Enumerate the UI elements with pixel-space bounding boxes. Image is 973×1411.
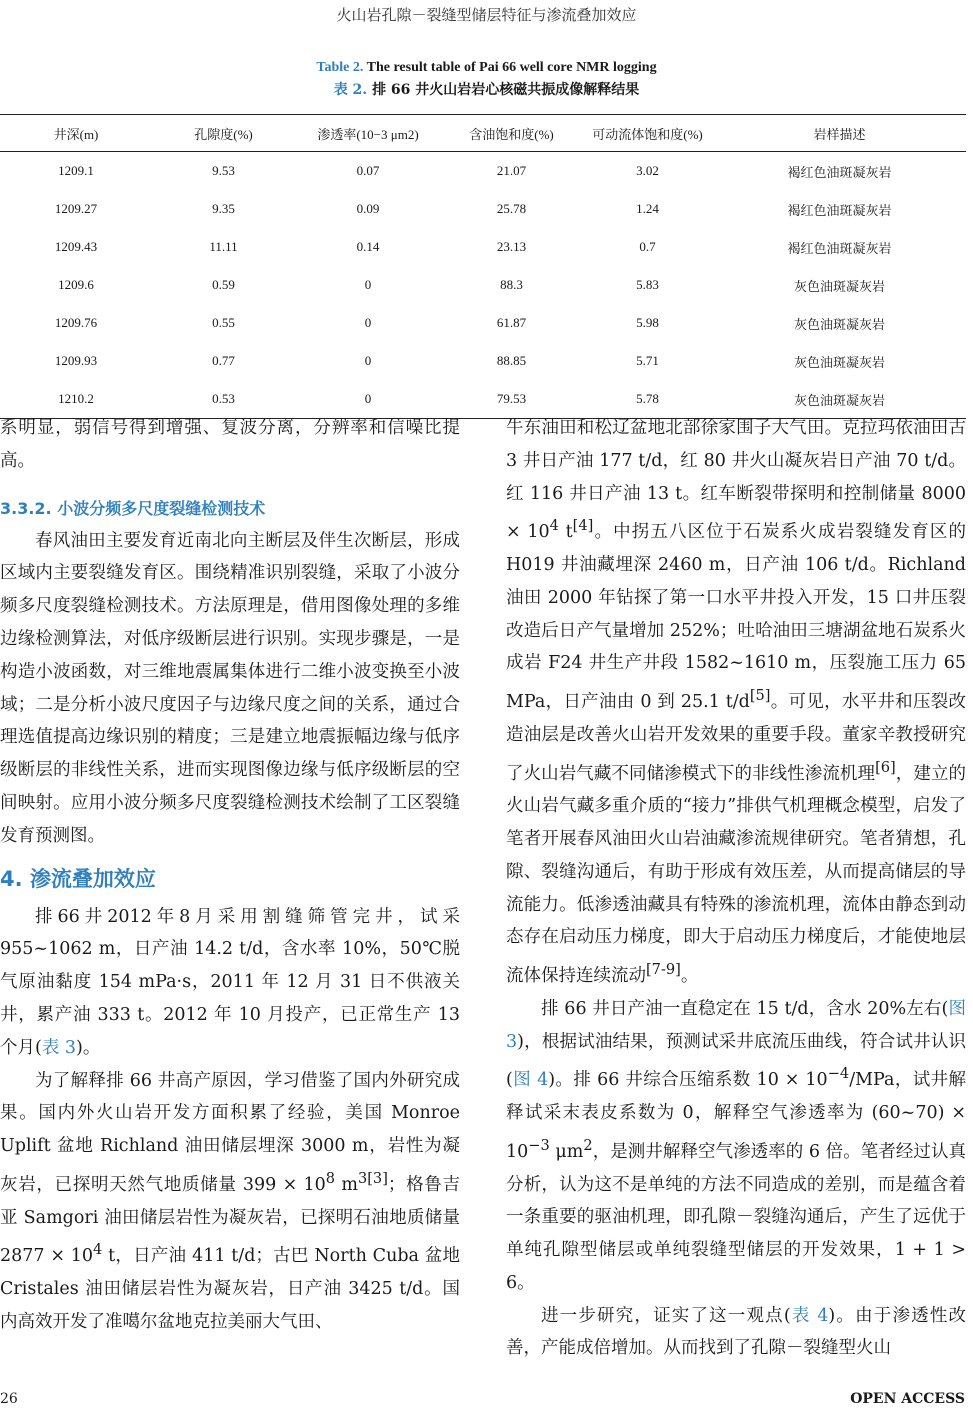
table-cell: 88.85 (496, 353, 527, 368)
header-sample-description: 岩样描述 (713, 115, 966, 152)
table-3-link[interactable]: 表 3 (41, 1037, 77, 1058)
section-heading-4: 4. 渗流叠加效应 (0, 866, 156, 891)
paragraph-continuation: 系明显，弱信号得到增强、复波分离，分辨率和信噪比提高。 (0, 418, 460, 471)
table-caption-en (0, 60, 973, 76)
table-cell: 5.71 (636, 353, 659, 368)
table-cell: 0.14 (356, 239, 380, 254)
table-cell: 褐红色油斑凝灰岩 (787, 240, 892, 256)
section-heading-3-3-2: 3.3.2. 小波分频多尺度裂缝检测技术 (0, 498, 266, 518)
header-porosity: 孔隙度(%) (152, 115, 295, 152)
table-header-row (0, 115, 966, 152)
running-head: 火山岩孔隙－裂缝型储层特征与渗流叠加效应 (336, 6, 637, 24)
table-4-link[interactable]: 表 4 (790, 1305, 829, 1326)
table-cell: 0.09 (356, 201, 380, 216)
table-cell: 5.98 (636, 315, 659, 330)
table-row (0, 228, 966, 266)
table-cell: 1209.27 (54, 201, 98, 216)
figure-3-link[interactable]: 图 3 (506, 998, 966, 1052)
table-cell: 3.02 (636, 163, 659, 178)
table-row (0, 266, 966, 304)
table-title-zh: 排 66 井火山岩岩心核磁共振成像解释结果 (372, 82, 640, 98)
table-cell: 灰色油斑凝灰岩 (713, 380, 966, 419)
table-cell: 5.78 (582, 380, 713, 419)
paragraph-pai66-production: 排66井2012年8月采用割缝筛管完井，试采955~1062 m，日产油 14.2 t/d，含水率 10%，50℃脱气原油黏度 154 mPa·s，2011 年 12 月 31 日不供液关井，累产油 333 t。2012 年 10 月投产，已正常生产 13 个月(表 3)。 (0, 906, 460, 1058)
figure-4-link[interactable]: 图 4 (512, 1070, 549, 1091)
paragraph-continuation-right: 牛东油田和松辽盆地北部徐家围子大气田。克拉玛依油田古 3 井日产油 177 t/d，红 80 井火山凝灰岩日产油 70 t/d。红 116 井日产油 13 t。红车断裂带探明和控制储量 $8000 \times 10^4$ t[4]。中拐五八区位于石炭系火成岩裂缝发育区的 H019 井油藏埋深 2460 m，日产油 106 t/d。Richland 油田 2000 年钻探了第一口水平井投入开发，15 口井压裂改造后日产气量增加 252%；吐哈油田三塘湖盆地石炭系火成岩 F24 井生产井段 1582~1610 m，压裂施工压力 65 MPa，日产油由 0 到 25.1 t/d[5]。可见，水平井和压裂改造油层是改善火山岩开发效果的重要手段。董家辛教授研究了火山岩气藏不同储渗模式下的非线性渗流机理[6]，建立的火山岩气藏多重介质的“接力”排供气机理概念模型，启发了笔者开展春风油田火山岩油藏渗流规律研究。笔者猜想，孔隙、裂缝沟通后，有助于形成有效压差，从而提高储层的导流能力。低渗透油藏具有特殊的渗流机理，流体由静态到动态存在启动压力梯度，即大于启动压力梯度后，才能使地层流体保持连续流动[7-9]。 (506, 418, 967, 987)
table-row (0, 304, 966, 342)
table-cell: 1.24 (636, 201, 659, 216)
paragraph-well-test: 排 66 井日产油一直稳定在 15 t/d，含水 20%左右(图 3)，根据试油结果，预测试采井底流压曲线，符合试井认识(图 4)。排 66 井综合压缩系数 $10 \times 10^{-4}$/MPa，试井解释试采末表皮系数为 0，解释空气渗透率为 (60~70) × $10^{-3}$ $\mu m^2$，是测井解释空气渗透率的 6 倍。笔者经过认真分析，认为这不是单纯的方法不同造成的差别，而是蕴含着一条重要的驱油机理，即孔隙－裂缝沟通后，产生了远优于单纯孔隙型储层或单纯裂缝型储层的开发效果，1 + 1 > 6。 (506, 998, 967, 1293)
header-oil-saturation: 含油饱和度(%) (441, 115, 582, 152)
table-cell: 1209.93 (54, 353, 98, 368)
table-title-en: The result table of Pai 66 well core NMR logging (366, 60, 657, 75)
header-depth: 井深(m) (0, 115, 152, 152)
table-caption-zh (0, 79, 973, 99)
table-row (0, 152, 966, 191)
table-cell: 0 (364, 277, 372, 292)
table-cell: 0.7 (639, 239, 656, 254)
table-cell: 25.78 (496, 201, 527, 216)
table-cell: 88.3 (500, 277, 523, 292)
table-cell: 0.07 (356, 163, 380, 178)
table-cell: 褐红色油斑凝灰岩 (787, 164, 892, 180)
open-access-label: OPEN ACCESS (850, 1391, 965, 1407)
table-cell: 11.11 (209, 239, 238, 254)
table-cell: 0 (364, 353, 372, 368)
table-cell: 0 (364, 315, 372, 330)
table-cell: 23.13 (496, 239, 527, 254)
table-cell: 灰色油斑凝灰岩 (793, 278, 885, 294)
table-cell: 0.53 (152, 380, 295, 419)
table-row (0, 342, 966, 380)
header-movable-fluid: 可动流体饱和度(%) (582, 115, 713, 152)
paragraph-references-review: 为了解释排 66 井高产原因，学习借鉴了国内外研究成果。国内外火山岩开发方面积累了经验，美国 Monroe Uplift 盆地 Richland 油田储层埋深 3000 m，岩性为凝灰岩，已探明天然气地质储量 $399 \times 10^8$ $m^{3[3]}$；格鲁吉亚 Samgori 油田储层岩性为凝灰岩，已探明石油地质储量 $2877 \times 10^4$ t，日产油 411 t/d；古巴 North Cuba 盆地 Cristales 油田储层岩性为凝灰岩，日产油 3425 t/d。国内高效开发了准噶尔盆地克拉美丽大气田、 (0, 1070, 461, 1332)
table-cell: 79.53 (441, 380, 582, 419)
table-cell: 1209.43 (54, 239, 98, 254)
table-cell: 灰色油斑凝灰岩 (793, 354, 885, 370)
table-cell: 灰色油斑凝灰岩 (793, 316, 885, 332)
table-number-zh: 表 2. (333, 82, 368, 98)
right-column (506, 412, 966, 1365)
paragraph-wavelet: 春风油田主要发育近南北向主断层及伴生次断层，形成区域内主要裂缝发育区。围绕精准识别裂缝，采取了小波分频多尺度裂缝检测技术。方法原理是，借用图像处理的多维边缘检测算法，对低序级断层进行识别。实现步骤是，一是构造小波函数，对三维地震属集体进行二维小波变换至小波域；二是分析小波尺度因子与边缘尺度之间的关系，通过合理选值提高边缘识别的精度；三是建立地震振幅边缘与低序级断层的非线性关系，进而实现图像边缘与低序级断层的空间映射。应用小波分频多尺度裂缝检测技术绘制了工区裂缝发育预测图。 (0, 530, 460, 846)
table-cell: 61.87 (496, 315, 527, 330)
table-cell: 0.59 (212, 277, 235, 292)
table-number-en: Table 2. (316, 60, 364, 75)
table-cell: 1210.2 (0, 380, 152, 419)
table-cell: 5.83 (636, 277, 659, 292)
page-number: 26 (0, 1391, 18, 1407)
nmr-results-table (0, 114, 966, 419)
table-cell: 褐红色油斑凝灰岩 (787, 202, 892, 218)
table-cell: 21.07 (496, 163, 527, 178)
table-cell: 1209.76 (54, 315, 98, 330)
table-cell: 9.53 (212, 163, 235, 178)
table-row (0, 190, 966, 228)
table-cell: 1209.6 (58, 277, 94, 292)
paragraph-further-study: 进一步研究，证实了这一观点(表 4)。由于渗透性改善，产能成倍增加。从而找到了孔隙－裂缝型火山 (506, 1305, 967, 1359)
left-column (0, 412, 460, 1339)
table-cell: 1209.1 (58, 163, 94, 178)
header-permeability: 渗透率(10−3 μm2) (295, 115, 441, 152)
table-cell: 0.77 (212, 353, 235, 368)
table-cell: 0 (295, 380, 441, 419)
table-cell: 9.35 (212, 201, 235, 216)
table-cell: 0.55 (212, 315, 235, 330)
